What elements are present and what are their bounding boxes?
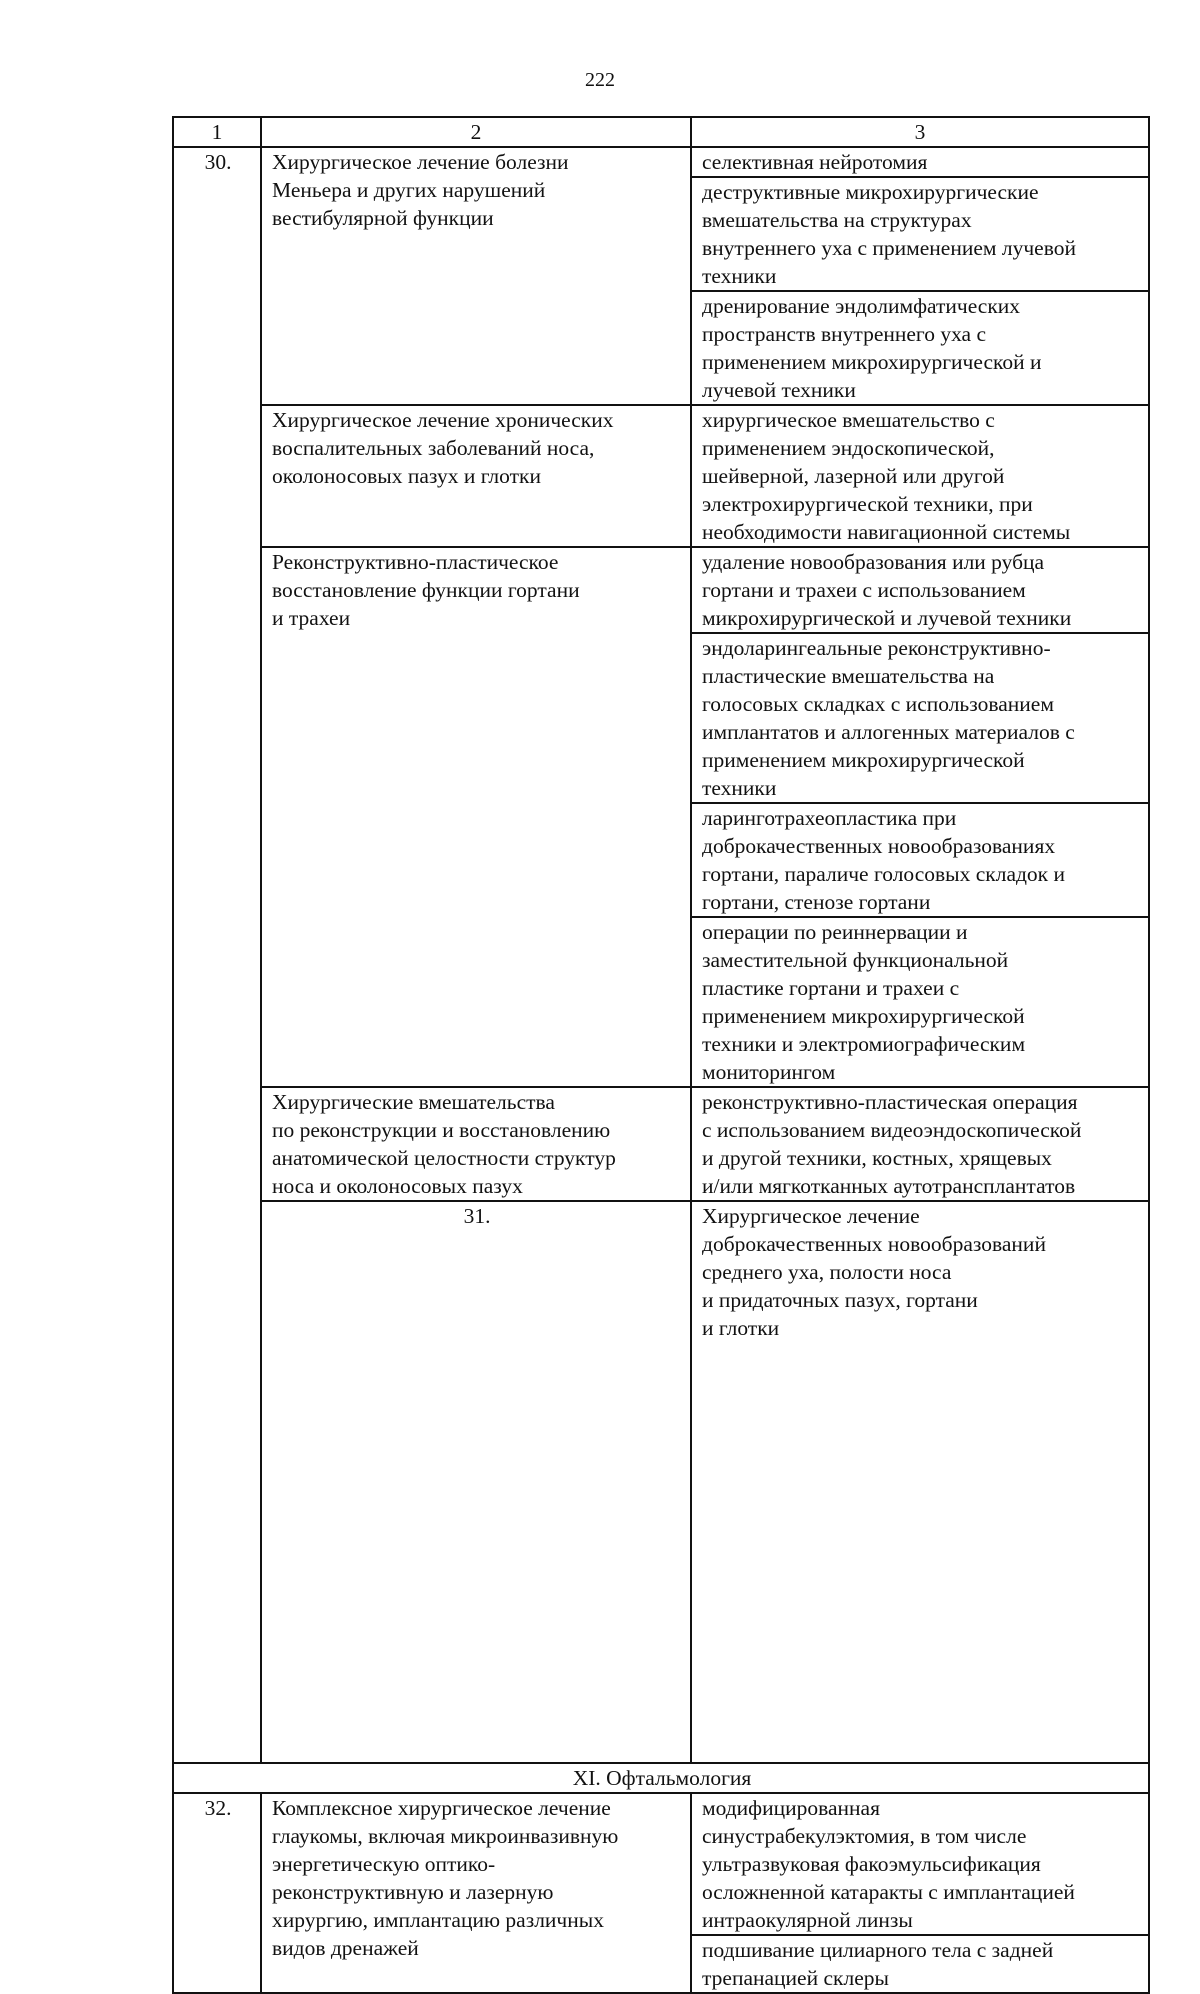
table-row (173, 1201, 1149, 1763)
treatment-method: деструктивные микрохирургические вмешательства на структурах внутреннего уха с применением лучевой техники (691, 177, 1149, 291)
row-number: 30. (173, 147, 261, 1763)
page-number: 222 (585, 69, 615, 91)
treatment-method: ларинготрахеопластика при доброкачественных новообразованиях гортани, параличе голосовых складок и гортани, стенозе гортани (691, 803, 1149, 917)
section-row (173, 1763, 1149, 1793)
procedure-description: Реконструктивно-пластическое восстановление функции гортани и трахеи (261, 547, 691, 1087)
treatment-method: подшивание цилиарного тела с задней трепанацией склеры (691, 1935, 1149, 1993)
table-row (173, 147, 1149, 177)
row-number: 31. (261, 1201, 691, 1763)
procedure-description: Хирургические вмешательства по реконструкции и восстановлению анатомической целостности структур носа и околоносовых пазух (261, 1087, 691, 1201)
table-header-row (173, 117, 1149, 147)
column-header-2: 2 (261, 117, 691, 147)
treatment-method: селективная нейротомия (691, 147, 1149, 177)
treatment-method: модифицированная синустрабекулэктомия, в том числе ультразвуковая факоэмульсификация осложненной катаракты с имплантацией интраокулярной линзы (691, 1793, 1149, 1935)
procedures-table (172, 116, 1150, 1994)
column-header-3: 3 (691, 117, 1149, 147)
table-row (173, 547, 1149, 633)
procedure-description: Хирургическое лечение доброкачественных новообразований среднего уха, полости носа и придаточных пазух, гортани и глотки (691, 1201, 1149, 1763)
treatment-method: реконструктивно-пластическая операция с использованием видеоэндоскопической и другой техники, костных, хрящевых и/или мягкотканных аутотрансплантатов (691, 1087, 1149, 1201)
treatment-method: хирургическое вмешательство с применением эндоскопической, шейверной, лазерной или другой электрохирургической техники, при необходимости навигационной системы (691, 405, 1149, 547)
section-title: XI. Офтальмология (173, 1763, 1149, 1793)
row-number: 32. (173, 1793, 261, 1993)
procedure-description: Хирургическое лечение болезни Меньера и других нарушений вестибулярной функции (261, 147, 691, 405)
treatment-method: эндоларингеальные реконструктивно- пластические вмешательства на голосовых складках с использованием имплантатов и аллогенных материалов с применением микрохирургической техники (691, 633, 1149, 803)
table-row (173, 405, 1149, 547)
procedure-description: Комплексное хирургическое лечение глаукомы, включая микроинвазивную энергетическую оптико- реконструктивную и лазерную хирургию, имплантацию различных видов дренажей (261, 1793, 691, 1993)
treatment-method: дренирование эндолимфатических пространств внутреннего уха с применением микрохирургической и лучевой техники (691, 291, 1149, 405)
treatment-method: операции по реиннервации и заместительной функциональной пластике гортани и трахеи с применением микрохирургической техники и электромиографическим мониторингом (691, 917, 1149, 1087)
table-row (173, 1087, 1149, 1201)
table-row (173, 1793, 1149, 1935)
treatment-method: удаление новообразования или рубца гортани и трахеи с использованием микрохирургической и лучевой техники (691, 547, 1149, 633)
column-header-1: 1 (173, 117, 261, 147)
procedure-description: Хирургическое лечение хронических воспалительных заболеваний носа, околоносовых пазух и глотки (261, 405, 691, 547)
